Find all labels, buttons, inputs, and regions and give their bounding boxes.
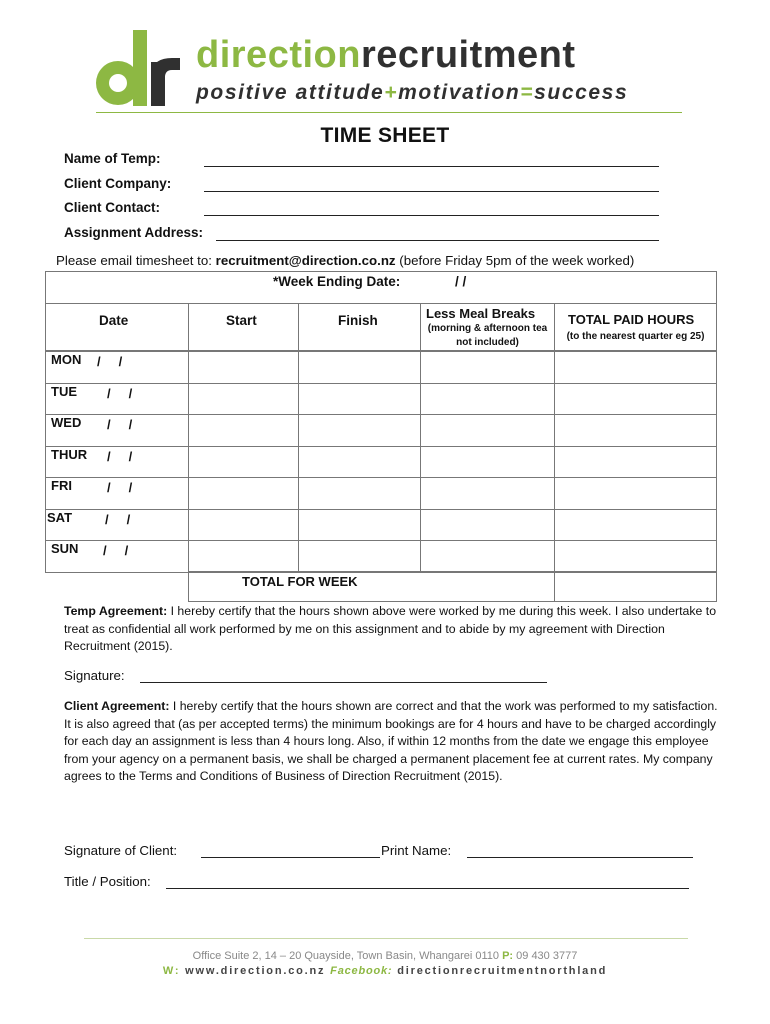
mon-breaks-cell[interactable] — [420, 351, 555, 384]
logo-divider — [96, 112, 682, 113]
temp-agreement-heading: Temp Agreement: — [64, 604, 168, 618]
week-ending-label: *Week Ending Date: — [273, 274, 401, 289]
client-agreement-body: I hereby certify that the hours shown are correct and that the work was performed to my satisfaction. It is also agreed that (as per accepted terms) the minimum bookings are for 4 hours and have to be charged accordingly for each day an assignment is less than 4 hours long. Also, if within 12 months from the date we engage this employee from your agency on a permanent basis, we shall be charged a permanent placement fee at current rates. My company agrees to the Terms and Conditions of Business of Direction Recruitment (2015). — [64, 699, 718, 784]
temp-agreement — [64, 603, 718, 656]
timesheet-table — [45, 271, 717, 602]
footer-contacts: W: www.direction.co.nz Facebook: directionrecruitmentnorthland — [162, 965, 608, 977]
dr-monogram-logo — [92, 28, 192, 110]
tue-start-cell[interactable] — [188, 383, 299, 416]
footer-website-link[interactable]: www.direction.co.nz — [180, 965, 331, 977]
thur-breaks-cell[interactable] — [420, 446, 555, 479]
fri-finish-cell[interactable] — [298, 477, 421, 510]
total-for-week-value-cell[interactable] — [554, 571, 717, 602]
assignment-address-line[interactable] — [216, 240, 659, 241]
wed-finish-cell[interactable] — [298, 414, 421, 447]
client-company-line[interactable] — [204, 191, 659, 192]
mon-start-cell[interactable] — [188, 351, 299, 384]
temp-agreement-body: I hereby certify that the hours shown above were worked by me during this week. I also undertake to treat as confidential all work performed by me on this assignment and to abide by my agreement with Direction Recruitment (2015). — [64, 604, 717, 654]
print-name-label: Print Name: — [381, 843, 452, 858]
sun-breaks-cell[interactable] — [420, 540, 555, 573]
day-label-fri: FRI — [51, 478, 72, 493]
week-ending-date-slashes[interactable]: / / — [455, 274, 467, 289]
day-date-slashes-thur[interactable]: / / — [107, 448, 133, 464]
print-name-line[interactable] — [467, 857, 693, 858]
footer-divider — [84, 938, 688, 939]
day-label-sat: SAT — [47, 509, 73, 525]
sat-finish-cell[interactable] — [298, 509, 421, 542]
client-contact-line[interactable] — [204, 215, 659, 216]
header-finish: Finish — [338, 313, 378, 328]
header-breaks-note-1: (morning & afternoon tea — [427, 323, 548, 334]
header-less-meal-breaks: Less Meal Breaks — [426, 306, 536, 321]
day-date-slashes-sat[interactable]: / / — [105, 511, 131, 527]
name-of-temp-line[interactable] — [204, 166, 659, 167]
mon-total-cell[interactable] — [554, 351, 717, 384]
header-total-paid-hours: TOTAL PAID HOURS — [568, 312, 695, 327]
tue-total-cell[interactable] — [554, 383, 717, 416]
fri-breaks-cell[interactable] — [420, 477, 555, 510]
thur-finish-cell[interactable] — [298, 446, 421, 479]
title-position-line[interactable] — [166, 888, 689, 889]
client-agreement — [64, 698, 718, 786]
header-date: Date — [99, 313, 129, 328]
brand-wordmark: directionrecruitment — [196, 34, 576, 76]
email-address[interactable]: recruitment@direction.co.nz — [215, 253, 396, 268]
assignment-address-label: Assignment Address: — [64, 225, 204, 240]
sun-finish-cell[interactable] — [298, 540, 421, 573]
thur-start-cell[interactable] — [188, 446, 299, 479]
client-contact-label: Client Contact: — [64, 200, 160, 215]
sat-breaks-cell[interactable] — [420, 509, 555, 542]
wed-start-cell[interactable] — [188, 414, 299, 447]
total-for-week-label: TOTAL FOR WEEK — [242, 574, 358, 589]
header-total-paid-note: (to the nearest quarter eg 25) — [566, 331, 705, 342]
sat-start-cell[interactable] — [188, 509, 299, 542]
mon-finish-cell[interactable] — [298, 351, 421, 384]
logo — [92, 28, 682, 112]
header-start: Start — [226, 313, 257, 328]
brand-tagline: positive attitude+motivation=success — [196, 81, 629, 104]
footer-address: Office Suite 2, 14 – 20 Quayside, Town Basin, Whangarei 0110 P: 09 430 3777 — [192, 950, 578, 962]
client-agreement-heading: Client Agreement: — [64, 699, 170, 713]
day-label-tue: TUE — [51, 383, 77, 399]
fri-start-cell[interactable] — [188, 477, 299, 510]
footer-facebook-link[interactable]: directionrecruitmentnorthland — [392, 965, 608, 977]
signature-label: Signature: — [64, 668, 125, 683]
day-label-thur: THUR — [51, 446, 88, 462]
sun-total-cell[interactable] — [554, 540, 717, 573]
signature-line[interactable] — [140, 682, 547, 683]
day-date-slashes-mon[interactable]: / / — [97, 354, 123, 369]
signature-of-client-label: Signature of Client: — [64, 843, 178, 858]
name-of-temp-label: Name of Temp: — [64, 151, 161, 166]
sun-start-cell[interactable] — [188, 540, 299, 573]
page-title: TIME SHEET — [320, 124, 450, 147]
signature-of-client-line[interactable] — [201, 857, 380, 858]
day-label-sun: SUN — [51, 541, 79, 556]
sat-total-cell[interactable] — [554, 509, 717, 542]
day-date-slashes-sun[interactable]: / / — [103, 543, 129, 558]
wed-breaks-cell[interactable] — [420, 414, 555, 447]
day-label-mon: MON — [51, 352, 82, 367]
client-company-label: Client Company: — [64, 176, 172, 191]
tue-finish-cell[interactable] — [298, 383, 421, 416]
tue-breaks-cell[interactable] — [420, 383, 555, 416]
title-position-label: Title / Position: — [64, 874, 151, 889]
thur-total-cell[interactable] — [554, 446, 717, 479]
day-date-slashes-fri[interactable]: / / — [107, 480, 133, 495]
day-date-slashes-wed[interactable]: / / — [107, 417, 133, 432]
fri-total-cell[interactable] — [554, 477, 717, 510]
day-label-wed: WED — [51, 415, 82, 430]
header-breaks-note-2: not included) — [456, 337, 519, 348]
day-date-slashes-tue[interactable]: / / — [107, 385, 133, 401]
email-instruction: Please email timesheet to: recruitment@direction.co.nz (before Friday 5pm of the week worked) — [56, 253, 635, 268]
wed-total-cell[interactable] — [554, 414, 717, 447]
